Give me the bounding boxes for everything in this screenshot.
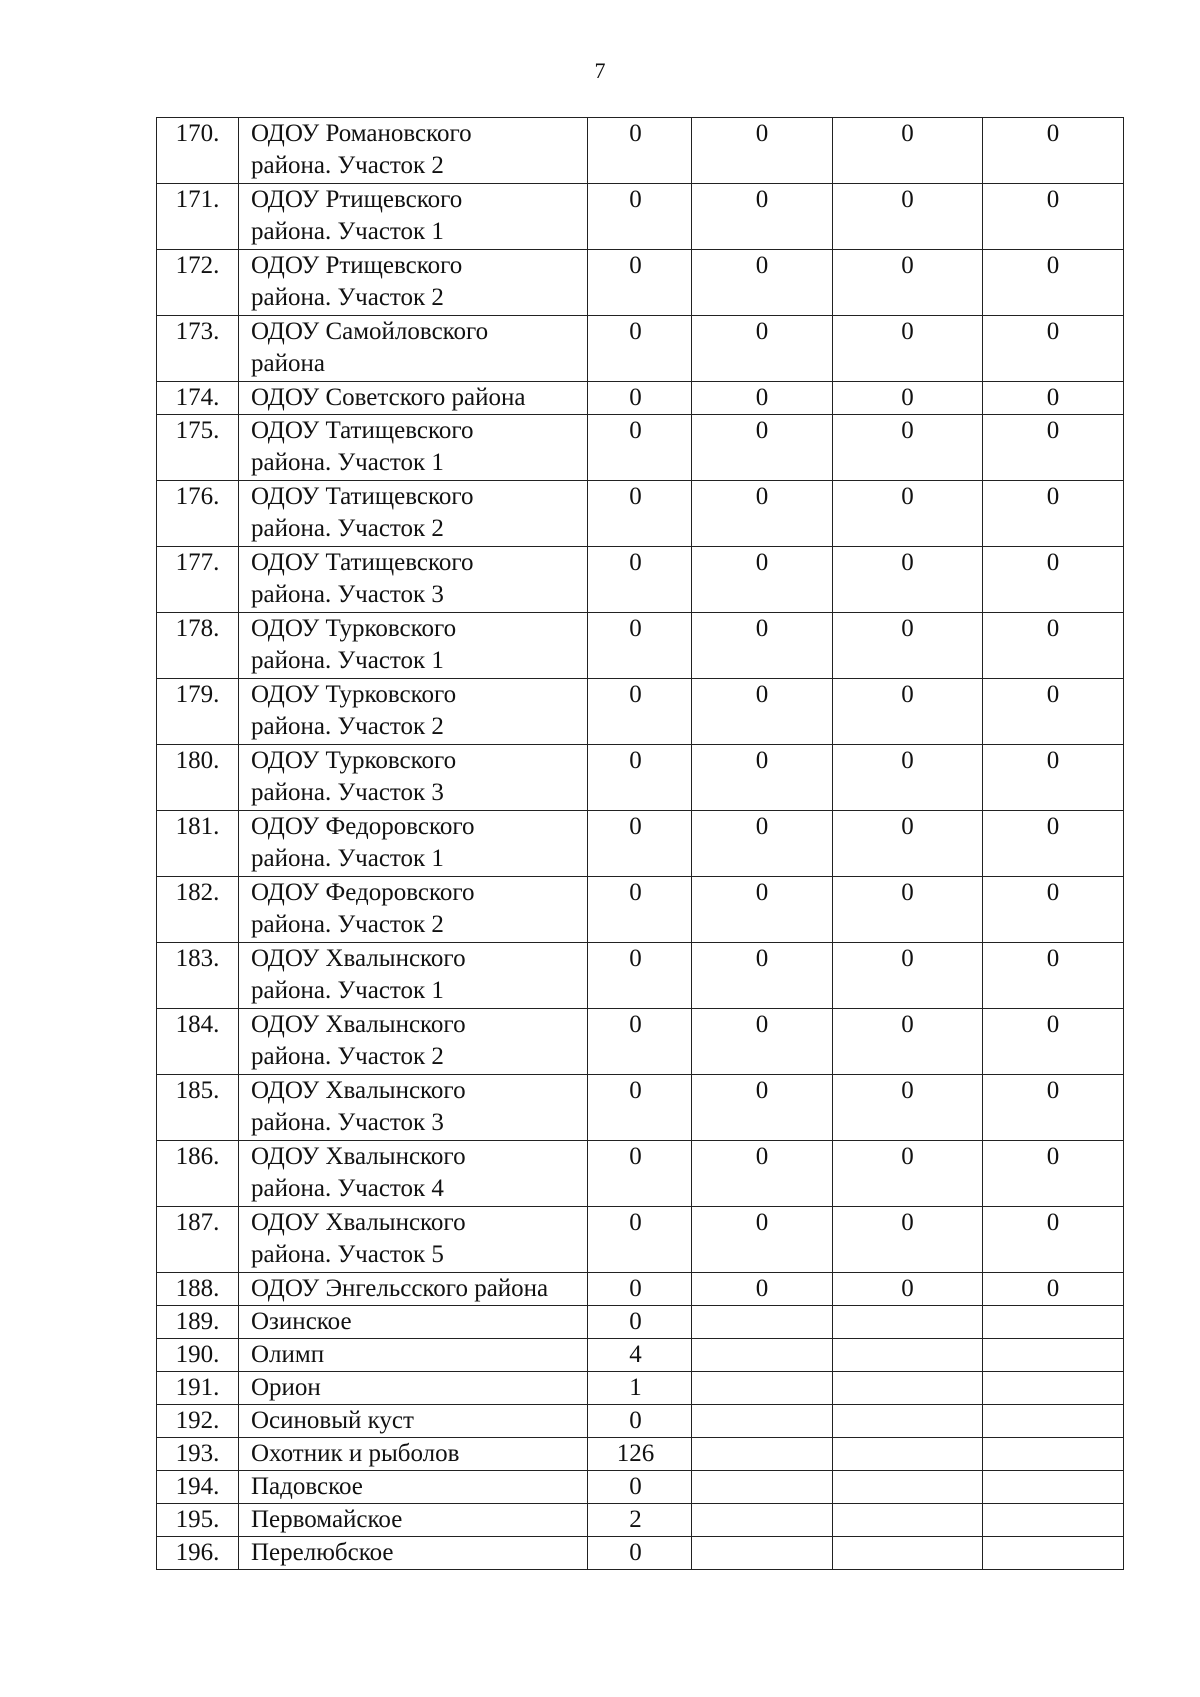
organization-name-cell [239, 1504, 588, 1537]
organization-name-line: ОДОУ Хвалынского [251, 1143, 466, 1170]
organization-name-line: района. Участок 1 [251, 218, 444, 245]
organization-name-cell [239, 1306, 588, 1339]
organization-name-line: ОДОУ Татищевского [251, 549, 474, 576]
organization-name-line: Орион [251, 1374, 321, 1401]
value-cell-3: 0 [833, 1207, 983, 1273]
value-cell-3: 0 [833, 1009, 983, 1075]
organization-name-cell [239, 943, 588, 1009]
table-row [157, 877, 1124, 943]
value-cell-2: 0 [692, 415, 833, 481]
row-number-cell: 174. [157, 382, 239, 415]
row-number-cell: 175. [157, 415, 239, 481]
organization-name-cell [239, 1339, 588, 1372]
row-number-cell: 182. [157, 877, 239, 943]
value-cell-1: 0 [588, 547, 692, 613]
organization-name-cell [239, 481, 588, 547]
value-cell-4 [983, 1339, 1124, 1372]
value-cell-2: 0 [692, 943, 833, 1009]
value-cell-1: 0 [588, 1009, 692, 1075]
value-cell-4: 0 [983, 118, 1124, 184]
row-number-cell: 196. [157, 1537, 239, 1570]
table-row [157, 250, 1124, 316]
row-number-cell: 172. [157, 250, 239, 316]
organization-name-cell [239, 811, 588, 877]
row-number-cell: 185. [157, 1075, 239, 1141]
table-row [157, 1075, 1124, 1141]
row-number-cell: 192. [157, 1405, 239, 1438]
organization-name-line: района. Участок 4 [251, 1175, 444, 1202]
value-cell-2: 0 [692, 118, 833, 184]
value-cell-1: 0 [588, 1075, 692, 1141]
value-cell-3: 0 [833, 811, 983, 877]
value-cell-1: 0 [588, 811, 692, 877]
value-cell-4: 0 [983, 184, 1124, 250]
value-cell-3: 0 [833, 250, 983, 316]
value-cell-1: 0 [588, 250, 692, 316]
value-cell-2: 0 [692, 382, 833, 415]
row-number-cell: 180. [157, 745, 239, 811]
value-cell-4: 0 [983, 1273, 1124, 1306]
table-body [157, 118, 1124, 1570]
organization-name-line: района. Участок 2 [251, 911, 444, 938]
value-cell-1: 126 [588, 1438, 692, 1471]
value-cell-4: 0 [983, 415, 1124, 481]
organization-name-cell [239, 613, 588, 679]
row-number-cell: 195. [157, 1504, 239, 1537]
organization-name-line: ОДОУ Хвалынского [251, 945, 466, 972]
value-cell-4: 0 [983, 547, 1124, 613]
value-cell-3: 0 [833, 382, 983, 415]
table-row [157, 547, 1124, 613]
value-cell-4: 0 [983, 613, 1124, 679]
value-cell-3: 0 [833, 1273, 983, 1306]
value-cell-1: 0 [588, 415, 692, 481]
row-number-cell: 183. [157, 943, 239, 1009]
table-row [157, 1207, 1124, 1273]
organization-name-line: ОДОУ Турковского [251, 615, 457, 642]
value-cell-1: 0 [588, 613, 692, 679]
value-cell-4: 0 [983, 1207, 1124, 1273]
organization-name-line: района. Участок 5 [251, 1241, 444, 1268]
organization-name-line: ОДОУ Турковского [251, 747, 457, 774]
table-row [157, 1141, 1124, 1207]
value-cell-4: 0 [983, 481, 1124, 547]
value-cell-3 [833, 1471, 983, 1504]
table-row [157, 1372, 1124, 1405]
organization-name-line: ОДОУ Хвалынского [251, 1011, 466, 1038]
value-cell-1: 2 [588, 1504, 692, 1537]
organization-name-line: ОДОУ Татищевского [251, 483, 474, 510]
value-cell-2: 0 [692, 613, 833, 679]
value-cell-1: 0 [588, 1537, 692, 1570]
row-number-cell: 184. [157, 1009, 239, 1075]
value-cell-1: 0 [588, 1306, 692, 1339]
value-cell-2: 0 [692, 481, 833, 547]
value-cell-1: 0 [588, 1405, 692, 1438]
value-cell-1: 0 [588, 1207, 692, 1273]
value-cell-2 [692, 1504, 833, 1537]
value-cell-4 [983, 1537, 1124, 1570]
value-cell-1: 4 [588, 1339, 692, 1372]
value-cell-3: 0 [833, 547, 983, 613]
row-number-cell: 179. [157, 679, 239, 745]
organization-name-cell [239, 877, 588, 943]
table-row [157, 1438, 1124, 1471]
table-row [157, 382, 1124, 415]
value-cell-2: 0 [692, 1273, 833, 1306]
value-cell-3 [833, 1537, 983, 1570]
organization-name-line: Падовское [251, 1473, 363, 1500]
organization-name-line: ОДОУ Татищевского [251, 417, 474, 444]
value-cell-1: 0 [588, 382, 692, 415]
organization-name-line: ОДОУ Ртищевского [251, 252, 463, 279]
row-number-cell: 170. [157, 118, 239, 184]
organization-name-cell [239, 1537, 588, 1570]
organization-name-line: района. Участок 3 [251, 1109, 444, 1136]
value-cell-3: 0 [833, 613, 983, 679]
organization-name-line: ОДОУ Самойловского [251, 318, 489, 345]
value-cell-4: 0 [983, 811, 1124, 877]
organization-name-cell [239, 118, 588, 184]
value-cell-4 [983, 1372, 1124, 1405]
organization-name-line: ОДОУ Хвалынского [251, 1209, 466, 1236]
table-row [157, 943, 1124, 1009]
value-cell-3: 0 [833, 118, 983, 184]
organization-name-line: Осиновый куст [251, 1407, 414, 1434]
organization-name-cell [239, 1207, 588, 1273]
organization-name-line: района. Участок 1 [251, 449, 444, 476]
value-cell-1: 0 [588, 1273, 692, 1306]
table-row [157, 679, 1124, 745]
data-table [156, 117, 1124, 1570]
value-cell-1: 0 [588, 943, 692, 1009]
organization-name-cell [239, 1471, 588, 1504]
table-row [157, 1504, 1124, 1537]
organization-name-cell [239, 382, 588, 415]
value-cell-3: 0 [833, 745, 983, 811]
row-number-cell: 186. [157, 1141, 239, 1207]
organization-name-cell [239, 547, 588, 613]
table-row [157, 1273, 1124, 1306]
value-cell-1: 0 [588, 679, 692, 745]
row-number-cell: 171. [157, 184, 239, 250]
value-cell-1: 0 [588, 118, 692, 184]
value-cell-2 [692, 1537, 833, 1570]
organization-name-cell [239, 745, 588, 811]
table-row [157, 415, 1124, 481]
value-cell-3: 0 [833, 184, 983, 250]
value-cell-3: 0 [833, 415, 983, 481]
value-cell-2: 0 [692, 679, 833, 745]
value-cell-3: 0 [833, 1075, 983, 1141]
organization-name-line: района. Участок 1 [251, 647, 444, 674]
value-cell-4: 0 [983, 877, 1124, 943]
row-number-cell: 173. [157, 316, 239, 382]
value-cell-1: 0 [588, 745, 692, 811]
row-number-cell: 194. [157, 1471, 239, 1504]
row-number-cell: 193. [157, 1438, 239, 1471]
organization-name-line: Первомайское [251, 1506, 403, 1533]
organization-name-cell [239, 184, 588, 250]
value-cell-4 [983, 1306, 1124, 1339]
value-cell-4 [983, 1504, 1124, 1537]
organization-name-line: района [251, 350, 325, 377]
table-row [157, 1471, 1124, 1504]
table-row [157, 745, 1124, 811]
value-cell-2: 0 [692, 877, 833, 943]
organization-name-line: района. Участок 2 [251, 152, 444, 179]
organization-name-cell [239, 316, 588, 382]
organization-name-cell [239, 1009, 588, 1075]
organization-name-line: Перелюбское [251, 1539, 394, 1566]
table-row [157, 184, 1124, 250]
value-cell-4: 0 [983, 316, 1124, 382]
value-cell-4: 0 [983, 1009, 1124, 1075]
row-number-cell: 190. [157, 1339, 239, 1372]
value-cell-4 [983, 1405, 1124, 1438]
value-cell-4: 0 [983, 943, 1124, 1009]
value-cell-4: 0 [983, 250, 1124, 316]
value-cell-2: 0 [692, 1207, 833, 1273]
organization-name-line: ОДОУ Энгельсского района [251, 1275, 549, 1302]
value-cell-2: 0 [692, 184, 833, 250]
row-number-cell: 188. [157, 1273, 239, 1306]
organization-name-line: ОДОУ Советского района [251, 384, 526, 411]
table-row [157, 1009, 1124, 1075]
value-cell-2: 0 [692, 745, 833, 811]
value-cell-3: 0 [833, 481, 983, 547]
table-row [157, 118, 1124, 184]
value-cell-3: 0 [833, 316, 983, 382]
table-row [157, 1306, 1124, 1339]
value-cell-3: 0 [833, 679, 983, 745]
value-cell-1: 0 [588, 316, 692, 382]
organization-name-line: района. Участок 2 [251, 284, 444, 311]
value-cell-2: 0 [692, 250, 833, 316]
table-row [157, 1405, 1124, 1438]
row-number-cell: 181. [157, 811, 239, 877]
organization-name-line: района. Участок 2 [251, 515, 444, 542]
value-cell-4: 0 [983, 745, 1124, 811]
row-number-cell: 177. [157, 547, 239, 613]
value-cell-3 [833, 1372, 983, 1405]
value-cell-1: 0 [588, 481, 692, 547]
value-cell-3: 0 [833, 1141, 983, 1207]
organization-name-line: ОДОУ Ртищевского [251, 186, 463, 213]
value-cell-2: 0 [692, 547, 833, 613]
page-number: 7 [594, 58, 606, 83]
value-cell-2: 0 [692, 1075, 833, 1141]
value-cell-2: 0 [692, 1141, 833, 1207]
value-cell-2: 0 [692, 1009, 833, 1075]
organization-name-line: района. Участок 1 [251, 845, 444, 872]
row-number-cell: 178. [157, 613, 239, 679]
value-cell-2 [692, 1438, 833, 1471]
table-row [157, 613, 1124, 679]
organization-name-cell [239, 1273, 588, 1306]
organization-name-line: ОДОУ Романовского [251, 120, 472, 147]
value-cell-1: 0 [588, 1141, 692, 1207]
organization-name-cell [239, 679, 588, 745]
row-number-cell: 176. [157, 481, 239, 547]
table-row [157, 316, 1124, 382]
value-cell-2: 0 [692, 316, 833, 382]
value-cell-4: 0 [983, 679, 1124, 745]
value-cell-3 [833, 1438, 983, 1471]
value-cell-2 [692, 1306, 833, 1339]
value-cell-2 [692, 1339, 833, 1372]
organization-name-cell [239, 1405, 588, 1438]
organization-name-line: Олимп [251, 1341, 325, 1368]
value-cell-4: 0 [983, 1075, 1124, 1141]
value-cell-4: 0 [983, 1141, 1124, 1207]
organization-name-cell [239, 250, 588, 316]
organization-name-line: района. Участок 1 [251, 977, 444, 1004]
value-cell-1: 0 [588, 877, 692, 943]
organization-name-cell [239, 1141, 588, 1207]
value-cell-3 [833, 1405, 983, 1438]
table-row [157, 1339, 1124, 1372]
organization-name-line: ОДОУ Федоровского [251, 879, 475, 906]
organization-name-cell [239, 1075, 588, 1141]
value-cell-2: 0 [692, 811, 833, 877]
value-cell-3: 0 [833, 943, 983, 1009]
row-number-cell: 189. [157, 1306, 239, 1339]
table-row [157, 811, 1124, 877]
value-cell-3 [833, 1339, 983, 1372]
value-cell-4: 0 [983, 382, 1124, 415]
value-cell-3 [833, 1504, 983, 1537]
value-cell-2 [692, 1471, 833, 1504]
value-cell-4 [983, 1471, 1124, 1504]
value-cell-1: 0 [588, 184, 692, 250]
value-cell-2 [692, 1405, 833, 1438]
organization-name-line: Озинское [251, 1308, 352, 1335]
value-cell-4 [983, 1438, 1124, 1471]
value-cell-3 [833, 1306, 983, 1339]
organization-name-cell [239, 1372, 588, 1405]
organization-name-line: района. Участок 3 [251, 581, 444, 608]
organization-name-line: Охотник и рыболов [251, 1440, 460, 1467]
row-number-cell: 187. [157, 1207, 239, 1273]
value-cell-3: 0 [833, 877, 983, 943]
organization-name-line: района. Участок 2 [251, 1043, 444, 1070]
organization-name-cell [239, 415, 588, 481]
table-row [157, 481, 1124, 547]
organization-name-line: ОДОУ Хвалынского [251, 1077, 466, 1104]
value-cell-1: 0 [588, 1471, 692, 1504]
value-cell-1: 1 [588, 1372, 692, 1405]
row-number-cell: 191. [157, 1372, 239, 1405]
organization-name-cell [239, 1438, 588, 1471]
organization-name-line: района. Участок 3 [251, 779, 444, 806]
organization-name-line: ОДОУ Федоровского [251, 813, 475, 840]
organization-name-line: ОДОУ Турковского [251, 681, 457, 708]
table-row [157, 1537, 1124, 1570]
organization-name-line: района. Участок 2 [251, 713, 444, 740]
value-cell-2 [692, 1372, 833, 1405]
